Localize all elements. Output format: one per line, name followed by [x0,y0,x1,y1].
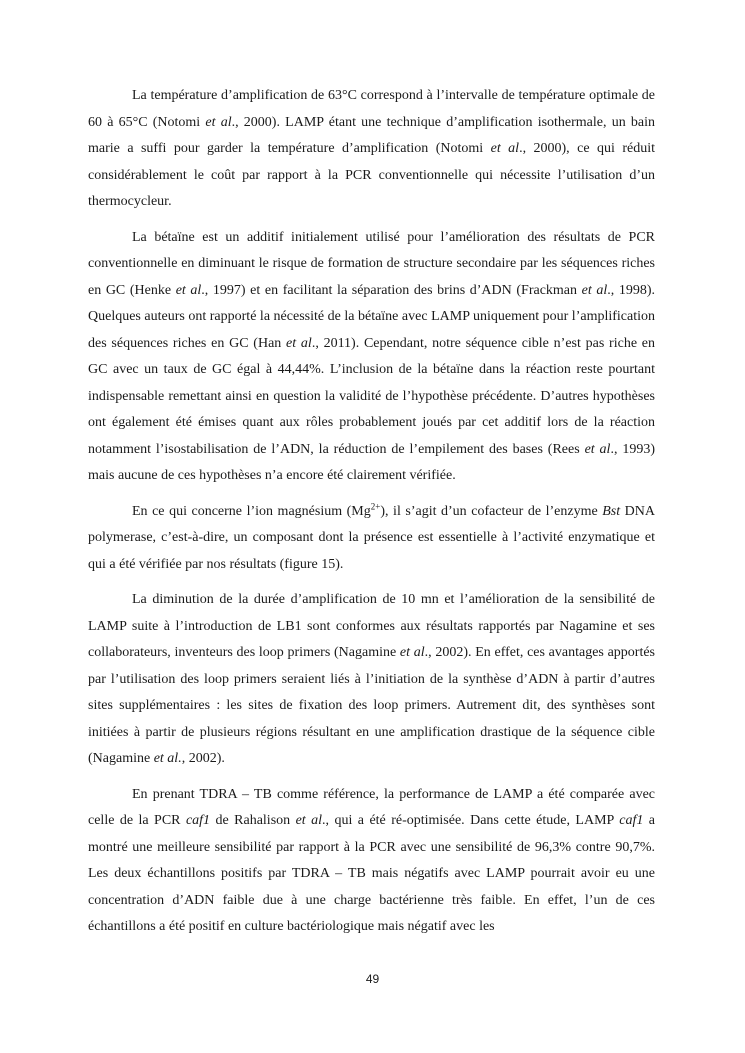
paragraph [88,225,655,490]
paragraph-text: DNA polymerase, c’est-à-dire, un composant dont la présence est essentielle à l’activité enzymatique et qui a été vérifiée par nos résultats (figure 15). [88,503,656,572]
paragraph-text: ., 2000), ce qui réduit considérablement le coût par rapport à la PCR conventionnelle qui nécessite l’utilisation d’un thermocycleur. [88,141,655,209]
paragraph [88,499,655,579]
document-body [88,83,655,950]
paragraph-text: La température d’amplification de 63°C correspond à l’intervalle de température optimale de 60 à 65°C (Notomi [88,88,655,130]
italic-text: et al [175,282,202,298]
paragraph-text: ., 1997) et en facilitant la séparation des brins d’ADN (Frackman [201,282,582,298]
paragraph-text: , 2002). [181,751,225,766]
paragraph-text: La bétaïne est un additif initialement utilisé pour l’amélioration des résultats de PCR conventionnelle en diminuant le risque de formation de structure secondaire par les séquences riches en GC (Henke [88,229,655,298]
italic-text: et al [286,335,312,351]
paragraph-text: En prenant TDRA – TB comme référence, la performance de LAMP a été comparée avec celle de la PCR [88,786,655,828]
paragraph [88,782,655,941]
page-number: 49 [365,972,380,986]
italic-text: caf1 [619,813,644,828]
superscript: 2+ [370,500,381,511]
paragraph [88,587,655,773]
italic-text: et al [581,282,608,298]
italic-text: et al. [153,751,182,766]
italic-text: et al [399,645,425,660]
italic-text: et al [295,813,323,828]
paragraph-text: ., 1998). Quelques auteurs ont rapporté la nécessité de la bétaïne avec LAMP uniquement pour l’amplification des séquences riches en GC (Han [88,282,656,351]
paragraph-text: de Rahalison [210,813,296,828]
paragraph-text: ), il s’agit d’un cofacteur de l’enzyme [380,503,603,519]
paragraph-text: ., 1993) mais aucune de ces hypothèses n’a encore été clairement vérifiée. [88,441,655,483]
paragraph-text: ., qui a été ré-optimisée. Dans cette étude, LAMP [322,813,620,828]
italic-text: et al [490,141,520,156]
paragraph-text: ., 2000). LAMP étant une technique d’amplification isothermale, un bain marie a suffi pour garder la température d’amplification (Notomi [88,114,656,156]
paragraph [88,83,655,216]
paragraph-text: ., 2011). Cependant, notre séquence cible n’est pas riche en GC avec un taux de GC égal à 44,44%. L’inclusion de la bétaïne dans la réaction reste pourtant indispensable remettant ainsi en question la validité de l’hypothèse précédente. D’autres hypothèses ont également été émises quant aux rôles probablement joués par cet additif lors de la réaction notamment l’isostabilisation de l’ADN, la réduction de l’empilement des bases (Rees [88,335,655,457]
paragraph-text: ., 2002). En effet, ces avantages apportés par l’utilisation des loop primers seraient liés à l’initiation de la synthèse d’ADN à partir d’autres sites supplémentaires : les sites de fixation des loop primers. Autrement dit, des synthèses sont initiées à partir de plusieurs régions résultant en une amplification drastique de la séquence cible (Nagamine [88,645,656,766]
italic-text: et al [205,114,232,130]
paragraph-text: En ce qui concerne l’ion magnésium (Mg [132,503,371,519]
paragraph-text: La diminution de la durée d’amplification de 10 mn et l’amélioration de la sensibilité de LAMP suite à l’introduction de LB1 sont conformes aux résultats rapportés par Nagamine et ses collaborateurs, inventeurs des loop primers (Nagamine [88,592,655,660]
italic-text: et al [584,441,611,457]
paragraph-text: a montré une meilleure sensibilité par rapport à la PCR avec une sensibilité de 96,3% contre 90,7%. Les deux échantillons positifs par TDRA – TB mais négatifs avec LAMP pourrait avoir eu une concentration d’ADN faible due à une charge bactérienne très faible. En effet, l’un de ces échantillons a été positif en culture bactériologique mais négatif avec les [88,813,656,934]
italic-text: Bst [602,503,621,519]
italic-text: caf1 [185,813,211,828]
